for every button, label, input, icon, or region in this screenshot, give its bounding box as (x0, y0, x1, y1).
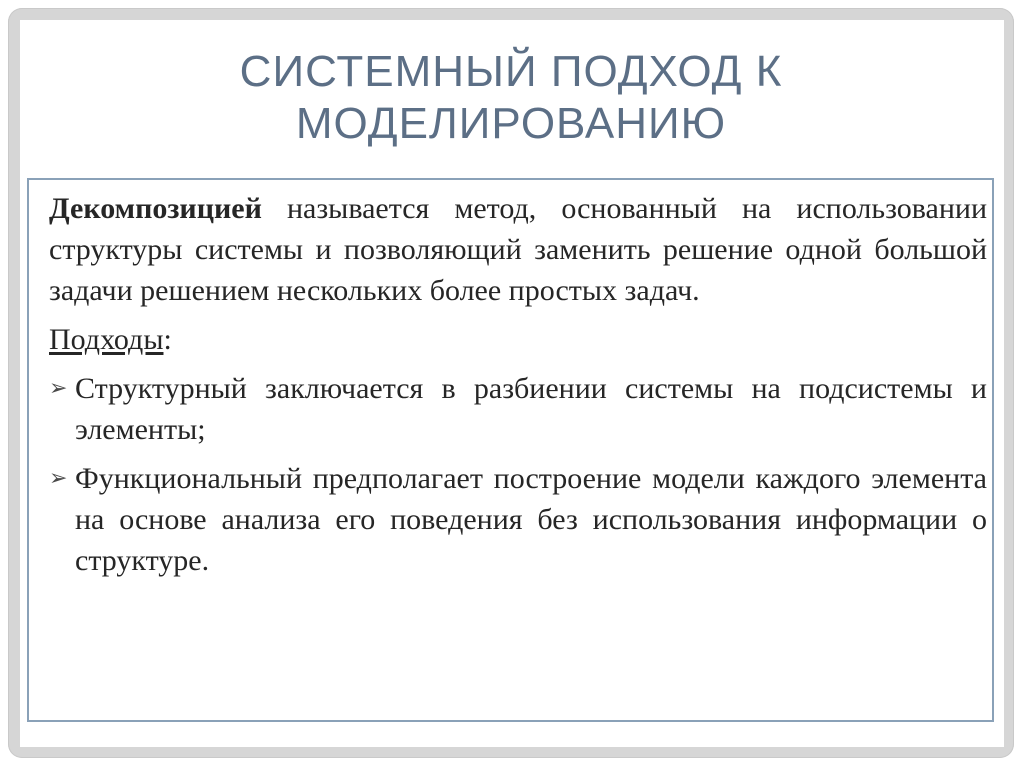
approaches-heading-colon: : (163, 323, 172, 356)
arrow-bullet-icon: ➢ (49, 376, 68, 401)
content-body (49, 188, 987, 589)
definition-paragraph (49, 188, 987, 311)
slide-title (40, 33, 982, 163)
approach-item-structural (49, 368, 987, 450)
approaches-heading (49, 319, 987, 360)
definition-text: называется метод, основанный на использовании структуры системы и позволяющий заменить решение одной большой задачи решением нескольких более простых задач. (49, 192, 987, 307)
title-line-2: МОДЕЛИРОВАНИЮ (295, 99, 727, 148)
approach-item-functional (49, 458, 987, 581)
approach-item-text: Функциональный предполагает построение модели каждого элемента на основе анализа его поведения без использования информации о структуре. (75, 462, 987, 577)
title-line-1: СИСТЕМНЫЙ ПОДХОД К (239, 47, 783, 96)
approach-item-text: Структурный заключается в разбиении системы на подсистемы и элементы; (75, 372, 987, 446)
approaches-heading-label: Подходы (49, 323, 164, 356)
arrow-bullet-icon: ➢ (49, 466, 68, 491)
definition-term: Декомпозицией (49, 192, 262, 225)
